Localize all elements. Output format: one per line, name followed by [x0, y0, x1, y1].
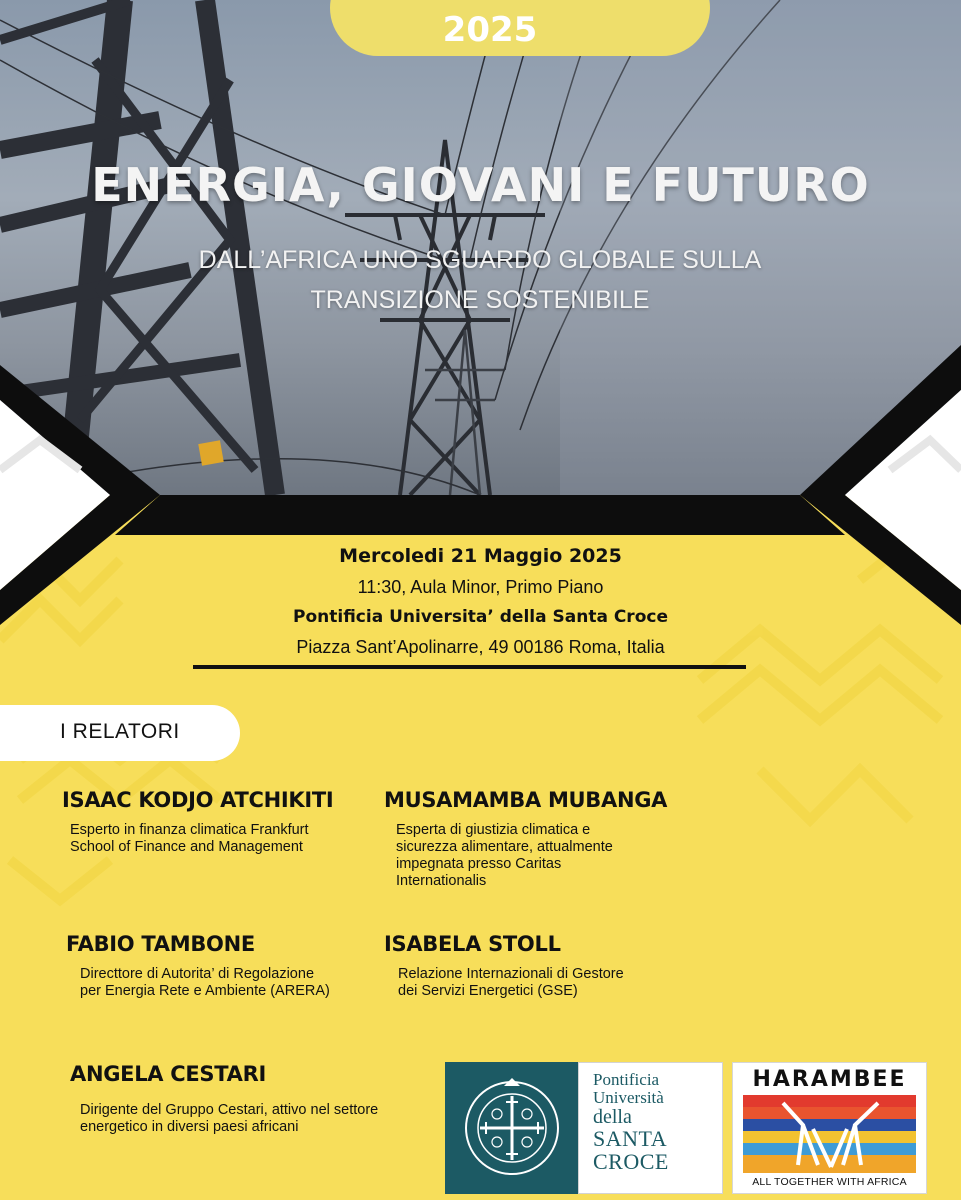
divider [193, 665, 746, 669]
speaker-card [384, 930, 644, 1000]
harambee-logo [732, 1062, 927, 1194]
page-subtitle: DALL’AFRICA UNO SGUARDO GLOBALE SULLA TRANSIZIONE SOSTENIBILE [198, 246, 762, 314]
university-name-line: SANTA [593, 1126, 668, 1151]
speaker-description: Relazione Internazionali di Gestore dei Servizi Energetici (GSE) [398, 966, 624, 999]
event-year: 2025 [442, 10, 538, 50]
university-wordmark [578, 1062, 723, 1194]
harambee-name: HARAMBEE [752, 1067, 907, 1092]
event-date: Mercoledi 21 Maggio 2025 [339, 545, 622, 567]
speaker-card [384, 786, 667, 890]
speaker-name: ISABELA STOLL [384, 932, 561, 956]
university-name-line: della [593, 1106, 632, 1128]
speaker-name: ANGELA CESTARI [70, 1062, 266, 1086]
page-title: ENERGIA, GIOVANI E FUTURO [91, 158, 870, 212]
speaker-name: ISAAC KODJO ATCHIKITI [62, 788, 334, 812]
speaker-name: MUSAMAMBA MUBANGA [384, 788, 668, 812]
speaker-description: Dirigente del Gruppo Cestari, attivo nel settore energetico in diversi paesi africani [80, 1102, 379, 1135]
hero-banner [0, 0, 961, 495]
speakers-heading: I RELATORI [60, 720, 180, 743]
speaker-card [62, 786, 333, 856]
event-time-place: 11:30, Aula Minor, Primo Piano [357, 577, 604, 597]
speaker-card [66, 930, 330, 1000]
speaker-description: Directtore di Autorita’ di Regolazione per Energia Rete e Ambiente (ARERA) [80, 966, 330, 999]
event-venue: Pontificia Universita’ della Santa Croce [293, 607, 668, 627]
speaker-description: Esperto in finanza climatica Frankfurt School of Finance and Management [70, 822, 309, 855]
speaker-description: Esperta di giustizia climatica e sicurezza alimentare, attualmente impegnata presso Caritas Internationalis [396, 822, 613, 889]
speaker-name: FABIO TAMBONE [66, 932, 255, 956]
event-info [0, 540, 961, 662]
university-logo [445, 1062, 723, 1194]
university-seal-icon [445, 1062, 578, 1194]
university-name-line: CROCE [593, 1149, 669, 1174]
harambee-tagline: ALL TOGETHER WITH AFRICA [752, 1176, 907, 1188]
university-name-line: Pontificia [593, 1070, 660, 1089]
harambee-stripes-icon [743, 1095, 916, 1173]
speaker-card [70, 1060, 390, 1136]
event-address: Piazza Sant’Apolinarre, 49 00186 Roma, Italia [296, 637, 665, 657]
university-name-line: Università [593, 1088, 664, 1107]
